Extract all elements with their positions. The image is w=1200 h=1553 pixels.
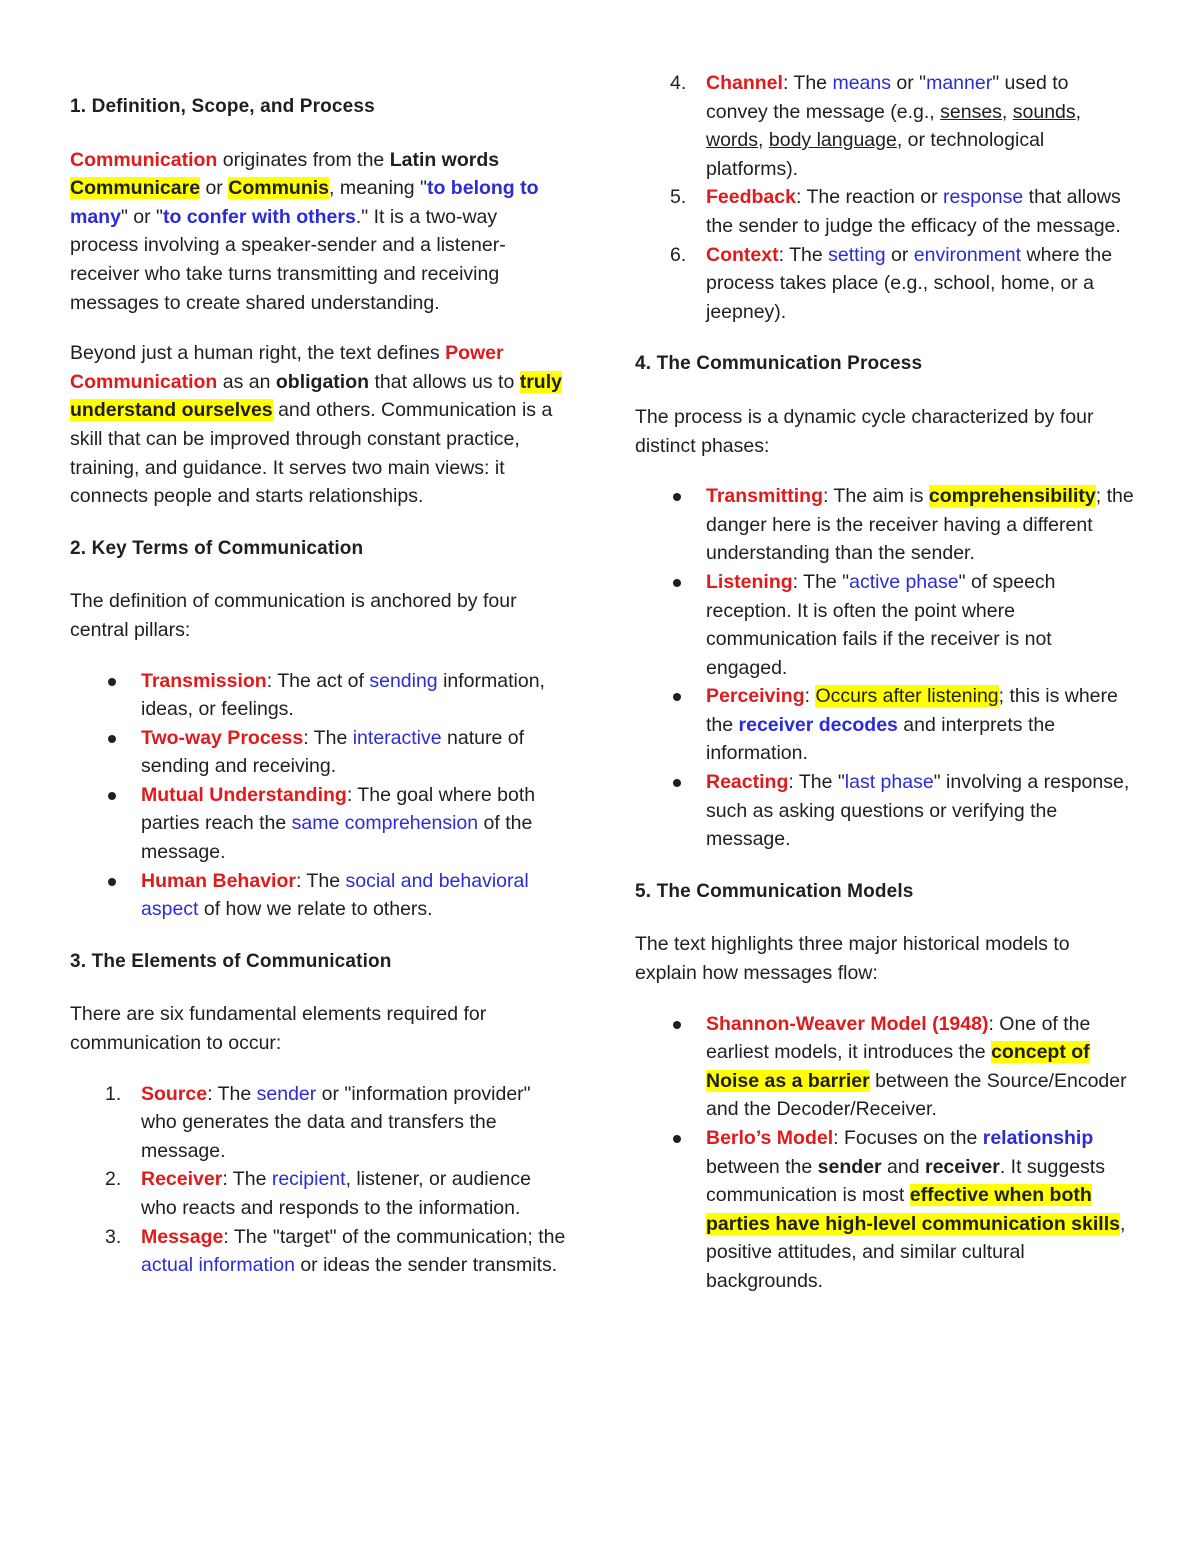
text: , meaning "	[329, 177, 427, 200]
text: : Focuses on the	[833, 1127, 983, 1149]
text: and others. Communication is a skill that can be improved through constant practice, training, and guidance. It serves two main views: it connects people and starts relationships.	[70, 399, 553, 508]
term: Channel	[706, 72, 783, 94]
text: : The	[778, 243, 829, 266]
term: Perceiving	[706, 685, 805, 708]
text: between the Source/Encoder and the Decoder/Receiver.	[706, 1069, 1127, 1121]
section-1-heading: 1. Definition, Scope, and Process	[70, 96, 375, 117]
text: : The	[295, 869, 346, 892]
text: or	[885, 243, 914, 266]
term: Mutual Understanding	[141, 783, 347, 806]
highlight: effective when both parties have high-level communication skills	[706, 1184, 1120, 1235]
elements-intro: There are six fundamental elements required for communication to occur:	[70, 1003, 487, 1055]
text: or "	[890, 72, 927, 94]
term-communis: Communis	[228, 177, 329, 200]
term: Listening	[706, 570, 793, 593]
elements-list	[0, 1080, 570, 1280]
bullet-icon	[673, 693, 681, 701]
list-item	[565, 568, 1135, 682]
term: Transmission	[141, 669, 267, 692]
models-list	[565, 1010, 1135, 1296]
term: Feedback	[706, 186, 796, 209]
text: as an	[217, 370, 276, 393]
list-item	[565, 241, 1135, 327]
term: Human Behavior	[141, 869, 296, 892]
highlight: last phase	[844, 771, 934, 794]
text: of how we relate to others.	[198, 898, 433, 921]
text: : The "	[788, 771, 845, 794]
term: Message	[141, 1225, 224, 1248]
bullet-icon	[673, 779, 681, 787]
text: between the	[706, 1155, 818, 1178]
highlight: social and behavioral aspect	[141, 869, 529, 921]
list-number: 4.	[670, 72, 687, 94]
highlight: relationship	[982, 1127, 1094, 1149]
list-number: 6.	[670, 243, 687, 266]
term: Source	[141, 1082, 208, 1105]
right-column	[565, 69, 1135, 1296]
list-item	[565, 682, 1135, 768]
left-column	[70, 93, 570, 1280]
text: : The "	[792, 570, 850, 593]
text: : The	[303, 726, 353, 749]
text: . It suggests communication is most	[706, 1155, 1105, 1207]
text: ,	[758, 129, 769, 152]
section-4-heading: 4. The Communication Process	[635, 353, 923, 375]
text: originates from the	[217, 148, 390, 171]
text: :	[804, 685, 816, 708]
underlined: senses	[940, 100, 1002, 123]
text: , positive attitudes, and similar cultural backgrounds.	[706, 1212, 1126, 1292]
list-item	[0, 1080, 570, 1166]
bullet-icon	[673, 493, 681, 501]
elements-list-continued	[565, 69, 1135, 326]
highlight: setting	[828, 243, 886, 266]
highlight: actual information	[141, 1254, 295, 1277]
process-phases-list	[565, 482, 1135, 854]
highlight: sender	[256, 1082, 317, 1105]
text: and	[881, 1155, 925, 1178]
text: ,	[1001, 100, 1013, 123]
term: Context	[706, 243, 779, 266]
list-item	[0, 1223, 570, 1280]
bullet-icon	[673, 1021, 681, 1029]
text: , or technological platforms).	[706, 129, 1045, 180]
list-number: 3.	[105, 1225, 122, 1248]
text: : The	[207, 1082, 257, 1105]
term: Receiver	[141, 1168, 223, 1191]
text: ; the danger here is the receiver having a different understanding than the sender.	[706, 485, 1134, 565]
key-terms-list	[0, 667, 570, 924]
highlight: environment	[913, 243, 1022, 266]
term: Reacting	[706, 771, 789, 794]
text: or	[200, 177, 229, 200]
term-latin-words: Latin words	[389, 148, 500, 171]
text: ,	[1075, 100, 1082, 123]
text: that allows us to	[369, 370, 520, 393]
text: and interprets the information.	[706, 713, 1056, 765]
list-number: 5.	[670, 186, 687, 209]
text: or ideas the sender transmits.	[294, 1254, 558, 1277]
bullet-icon	[673, 579, 681, 587]
text: : The act of	[266, 669, 370, 692]
list-item	[0, 724, 570, 781]
underlined: sounds	[1012, 100, 1076, 123]
highlight: comprehensibility	[928, 485, 1096, 508]
text: of the message.	[141, 812, 533, 864]
text: that allows the sender to judge the efficacy of the message.	[706, 186, 1121, 237]
process-intro: The process is a dynamic cycle characterized by four distinct phases:	[635, 405, 1094, 457]
text: " used to convey the message (e.g.,	[706, 72, 1069, 123]
term: Berlo’s Model	[706, 1127, 834, 1149]
phrase-to-belong: to belong to many	[70, 177, 539, 228]
phrase-truly-understand: truly understand ourselves	[70, 370, 562, 422]
text: ; this is where the	[706, 685, 1118, 736]
term-communication: Communication	[70, 148, 218, 171]
text: or "information provider" who generates the data and transfers the message.	[141, 1082, 531, 1162]
bullet-icon	[673, 1135, 681, 1143]
highlight: means	[832, 72, 891, 94]
text: where the process takes place (e.g., school, home, or a jeepney).	[706, 243, 1113, 323]
term: Transmitting	[706, 485, 824, 508]
bold-term: receiver	[925, 1155, 1000, 1178]
models-intro: The text highlights three major historical models to explain how messages flow:	[635, 933, 1070, 985]
list-item	[0, 781, 570, 867]
text: ." It is a two-way process involving a speaker-sender and a listener-receiver who take turns transmitting and receiving messages to create shared understanding.	[70, 205, 506, 314]
list-item	[565, 482, 1135, 568]
underlined: body language	[768, 129, 897, 152]
underlined: words	[706, 129, 759, 152]
text: : The goal where both parties reach the	[141, 783, 536, 835]
text: information, ideas, or feelings.	[141, 669, 545, 721]
list-number: 2.	[105, 1168, 122, 1191]
highlight: recipient	[271, 1168, 346, 1191]
text: " of speech reception. It is often the point where communication fails if the receiver is not engaged.	[706, 570, 1056, 679]
power-communication-paragraph	[70, 339, 570, 511]
section-3-heading: 3. The Elements of Communication	[70, 950, 392, 972]
bold-term: sender	[817, 1155, 882, 1178]
text: : The	[782, 72, 833, 94]
section-5-heading: 5. The Communication Models	[635, 880, 914, 902]
text: " or "	[120, 205, 163, 228]
term-communicare: Communicare	[70, 177, 201, 200]
text: : The aim is	[823, 485, 929, 508]
term: Shannon-Weaver Model (1948)	[706, 1012, 989, 1035]
key-terms-intro: The definition of communication is anchored by four central pillars:	[70, 590, 517, 641]
text: , listener, or audience who reacts and responds to the information.	[141, 1168, 531, 1219]
term-obligation: obligation	[275, 370, 370, 393]
term: Two-way Process	[141, 726, 304, 749]
highlight: manner	[926, 72, 993, 94]
text: " involving a response, such as asking questions or verifying the message.	[706, 771, 1130, 851]
highlight: Occurs after listening	[815, 685, 999, 708]
list-number: 1.	[105, 1082, 122, 1105]
text: Beyond just a human right, the text defines	[70, 342, 446, 365]
highlight: receiver decodes	[738, 713, 898, 736]
text: : One of the earliest models, it introduces the	[706, 1012, 1091, 1064]
highlight: concept of Noise as a barrier	[706, 1041, 1090, 1092]
text: : The "target" of the communication; the	[223, 1225, 566, 1248]
section-2-heading: 2. Key Terms of Communication	[70, 537, 364, 559]
highlight: same comprehension	[291, 812, 479, 835]
list-item	[0, 1165, 570, 1222]
definition-paragraph	[70, 146, 570, 318]
term-power-communication: Power Communication	[70, 342, 504, 393]
highlight: interactive	[352, 726, 442, 749]
text: : The	[222, 1168, 272, 1191]
phrase-to-confer: to confer with others	[162, 205, 356, 228]
highlight: response	[943, 186, 1024, 209]
text: : The reaction or	[795, 186, 944, 209]
highlight: active phase	[849, 570, 959, 593]
list-item	[565, 1010, 1135, 1124]
list-item	[565, 1124, 1135, 1296]
list-item	[565, 768, 1135, 854]
list-item	[0, 867, 570, 924]
list-item	[565, 69, 1135, 183]
highlight: sending	[369, 669, 438, 692]
list-item	[0, 667, 570, 724]
text: nature of sending and receiving.	[141, 726, 524, 778]
list-item	[565, 183, 1135, 240]
